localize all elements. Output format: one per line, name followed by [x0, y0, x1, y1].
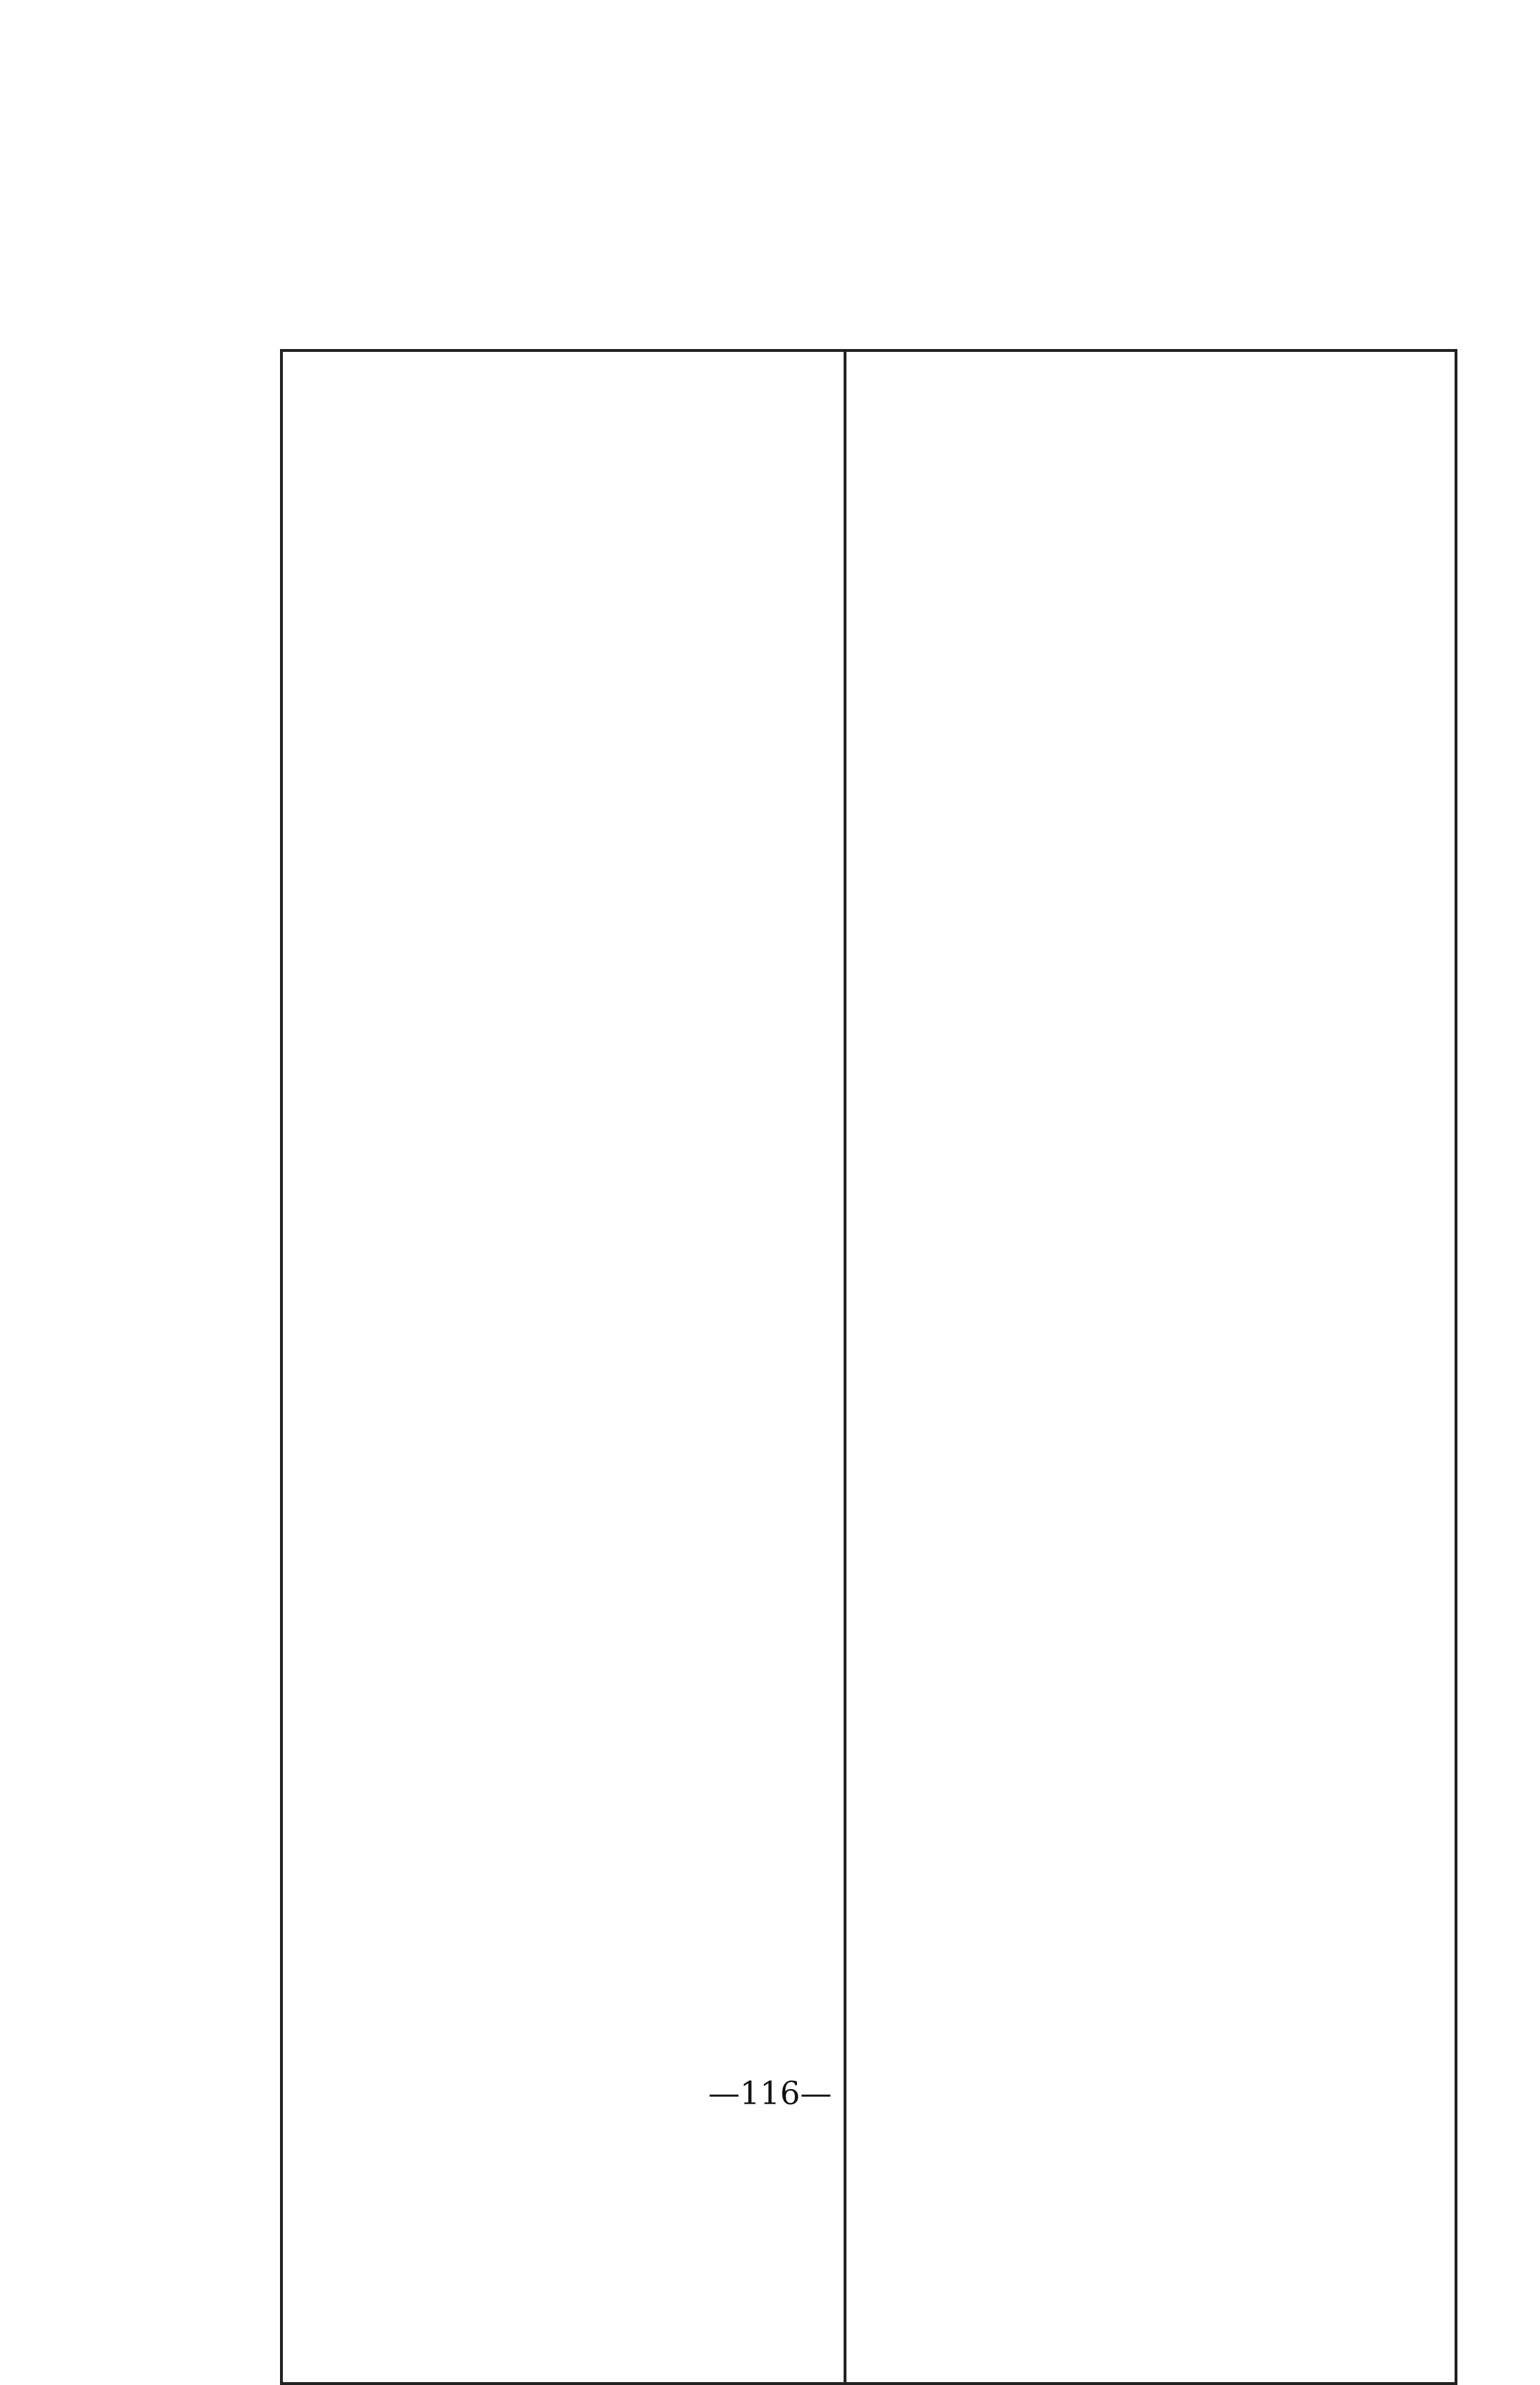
page-number: —116—	[708, 2075, 832, 2112]
